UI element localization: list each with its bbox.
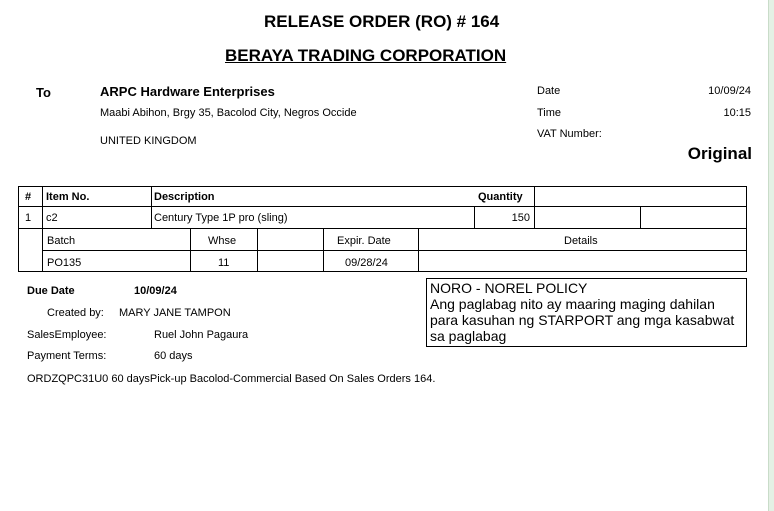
header-whse: Whse: [208, 235, 237, 247]
whse-value: 11: [218, 257, 230, 269]
customer-name: ARPC Hardware Enterprises: [100, 84, 275, 99]
payment-terms-label: Payment Terms:: [27, 350, 107, 362]
header-details: Details: [564, 235, 598, 247]
row-item-no: c2: [46, 212, 58, 224]
policy-title: NORO - NOREL POLICY: [430, 280, 588, 296]
time-label: Time: [537, 107, 562, 119]
policy-box: [426, 278, 747, 347]
window-edge: [768, 0, 774, 511]
header-batch: Batch: [47, 235, 76, 247]
remarks: ORDZQPC31U0 60 daysPick-up Bacolod-Commercial Based On Sales Orders 164.: [27, 373, 436, 385]
policy-text: Ang paglabag nito ay maaring maging dahilan para kasuhan ng STARPORT ang mga kasabwat sa paglabag: [430, 296, 735, 344]
date-label: Date: [537, 85, 561, 97]
vat-label: VAT Number:: [537, 128, 602, 140]
to-label: To: [36, 85, 51, 100]
created-by-label: Created by:: [47, 307, 104, 319]
header-item-no: Item No.: [46, 191, 90, 203]
sales-employee-label: SalesEmployee:: [27, 329, 107, 341]
customer-country: UNITED KINGDOM: [100, 135, 197, 147]
time-value: 10:15: [723, 107, 751, 119]
due-date-value: 10/09/24: [134, 285, 177, 297]
due-date-label: Due Date: [27, 285, 75, 297]
sales-employee-value: Ruel John Pagaura: [154, 329, 249, 341]
date-value: 10/09/24: [708, 85, 751, 97]
expiry-value: 09/28/24: [345, 257, 388, 269]
batch-value: PO135: [47, 257, 82, 269]
header-expiry: Expir. Date: [337, 235, 391, 247]
copy-label: Original: [687, 144, 752, 163]
document-title: RELEASE ORDER (RO) # 164: [264, 12, 500, 31]
row-quantity: 150: [511, 212, 530, 224]
company-name: BERAYA TRADING CORPORATION: [225, 46, 507, 65]
payment-terms-value: 60 days: [154, 350, 193, 362]
created-by-value: MARY JANE TAMPON: [119, 307, 231, 319]
header-description: Description: [154, 191, 215, 203]
row-description: Century Type 1P pro (sling): [154, 212, 288, 224]
row-num: 1: [25, 212, 32, 224]
header-num: #: [25, 191, 32, 203]
header-quantity: Quantity: [478, 191, 523, 203]
customer-address: Maabi Abihon, Brgy 35, Bacolod City, Negros Occide: [100, 107, 357, 119]
